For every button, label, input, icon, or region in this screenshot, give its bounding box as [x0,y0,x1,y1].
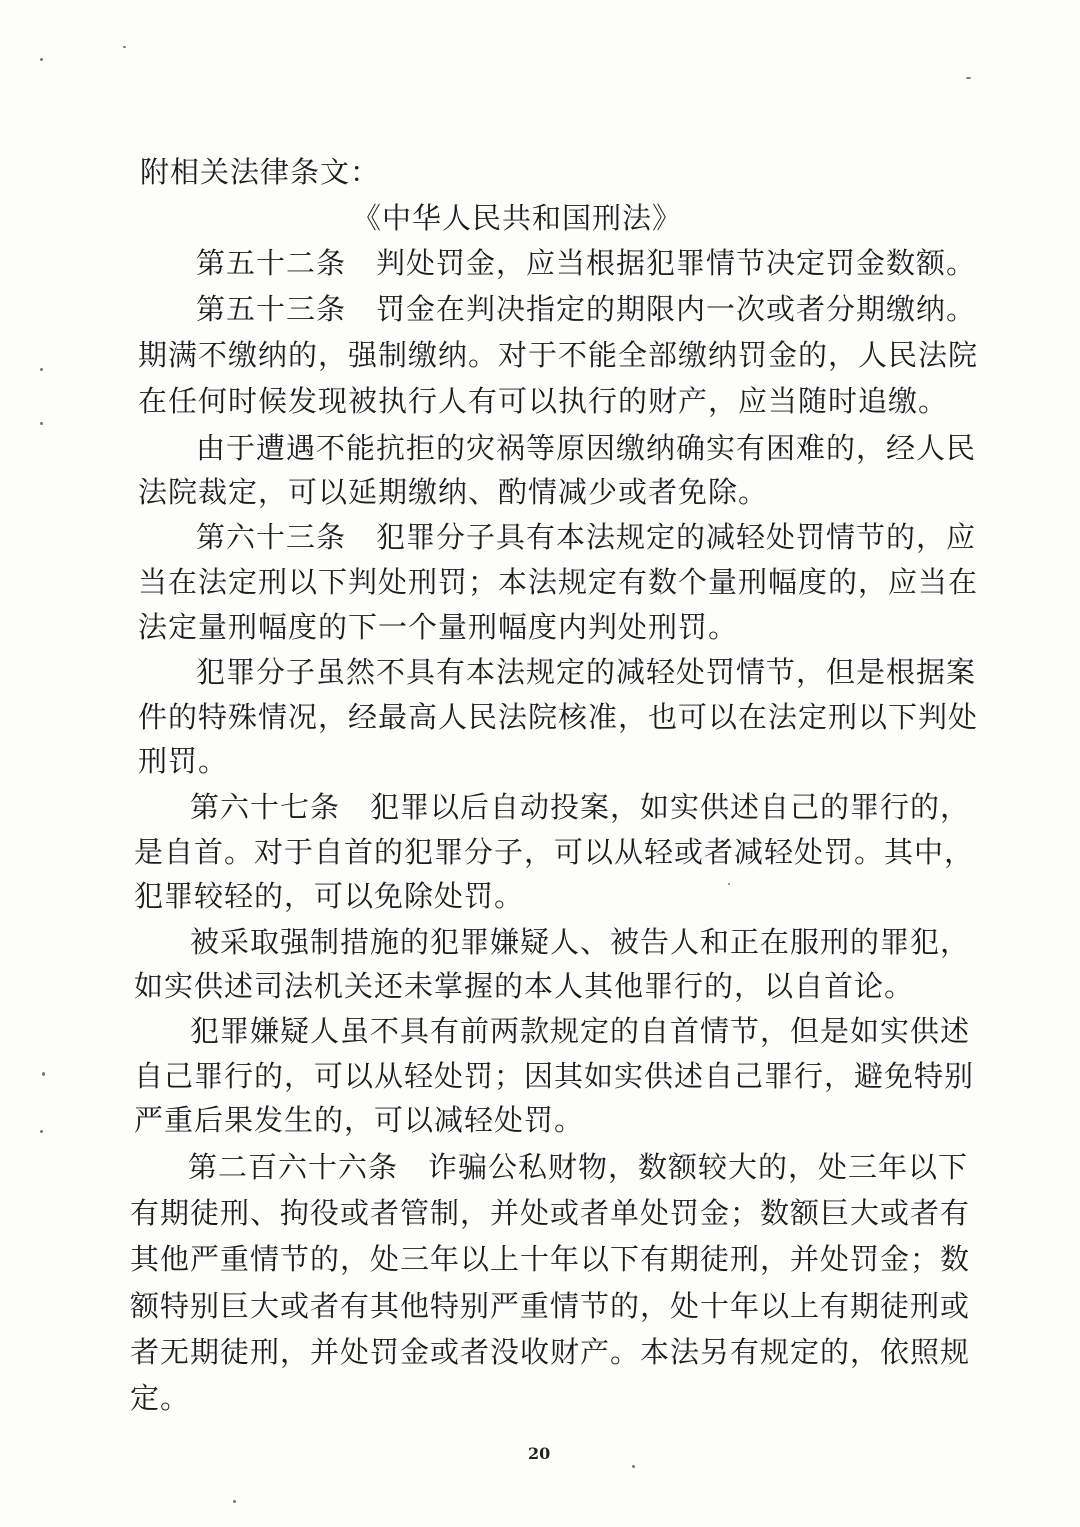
text-line: 其他严重情节的，处三年以上十年以下有期徒刑，并处罚金；数 [130,1242,971,1276]
text-line: 第五十三条 罚金在判决指定的期限内一次或者分期缴纳。 [196,292,977,326]
text-line: 第五十二条 判处罚金，应当根据犯罪情节决定罚金数额。 [196,246,977,280]
scan-speck [40,422,43,425]
text-line: 犯罪较轻的，可以免除处罚。 [134,879,525,913]
text-line: 当在法定刑以下判处刑罚；本法规定有数个量刑幅度的，应当在 [138,565,979,599]
text-line: 法定量刑幅度的下一个量刑幅度内判处刑罚。 [138,610,739,644]
scan-speck [966,77,971,79]
scan-speck [728,883,730,885]
text-line: 如实供述司法机关还未掌握的本人其他罪行的，以自首论。 [134,969,915,1003]
text-line: 在任何时候发现被执行人有可以执行的财产，应当随时追缴。 [138,384,949,418]
text-line: 第二百六十六条 诈骗公私财物，数额较大的，处三年以下 [188,1150,969,1184]
page-number: 20 [528,1444,551,1463]
text-line: 自己罪行的，可以从轻处罚；因其如实供述自己罪行，避免特别 [134,1059,975,1093]
text-line: 期满不缴纳的，强制缴纳。对于不能全部缴纳罚金的，人民法院 [138,338,979,372]
text-line: 是自首。对于自首的犯罪分子，可以从轻或者减轻处罚。其中， [134,835,975,869]
text-line: 第六十三条 犯罪分子具有本法规定的减轻处罚情节的，应 [196,520,977,554]
text-line: 法院裁定，可以延期缴纳、酌情减少或者免除。 [138,475,769,509]
scan-speck [632,1465,635,1468]
scan-speck [42,1072,45,1076]
text-line: 严重后果发生的，可以减轻处罚。 [134,1103,585,1137]
text-line: 有期徒刑、拘役或者管制，并处或者单处罚金；数额巨大或者有 [130,1196,971,1230]
text-line: 件的特殊情况，经最高人民法院核准，也可以在法定刑以下判处 [138,700,979,734]
text-line: 定。 [130,1381,191,1415]
text-line: 额特别巨大或者有其他特别严重情节的，处十年以上有期徒刑或 [130,1289,971,1323]
text-line: 由于遭遇不能抗拒的灾祸等原因缴纳确实有困难的，经人民 [196,431,977,465]
text-line: 刑罚。 [138,744,229,778]
text-line: 犯罪嫌疑人虽不具有前两款规定的自首情节，但是如实供述 [190,1014,971,1048]
text-line: 者无期徒刑，并处罚金或者没收财产。本法另有规定的，依照规 [130,1335,971,1369]
scan-speck [40,58,43,61]
scan-speck [233,1500,236,1503]
scan-speck [40,1130,43,1133]
intro-heading: 附相关法律条文： [140,155,381,189]
text-line: 第六十七条 犯罪以后自动投案，如实供述自己的罪行的， [190,790,971,824]
text-line: 犯罪分子虽然不具有本法规定的减轻处罚情节，但是根据案 [196,655,977,689]
law-title: 《中华人民共和国刑法》 [352,201,683,235]
text-line: 被采取强制措施的犯罪嫌疑人、被告人和正在服刑的罪犯， [190,925,971,959]
scan-speck [123,46,126,48]
scan-speck [40,368,43,371]
